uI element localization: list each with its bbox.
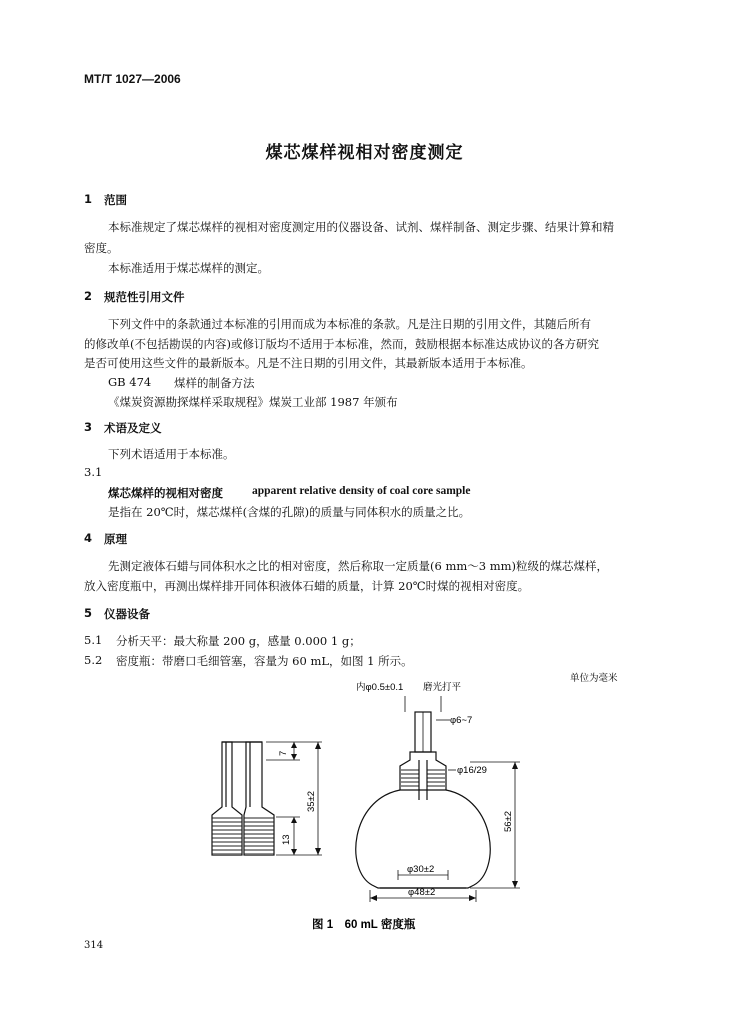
page-number: 314 xyxy=(84,940,104,951)
item-5-1-number: 5.1 xyxy=(84,633,103,647)
section-3-number: 3 xyxy=(84,420,93,434)
standard-code: MT/T 1027—2006 xyxy=(84,72,181,86)
section-1-heading: 范围 xyxy=(104,193,127,207)
section-3-intro: 下列术语适用于本标准。 xyxy=(108,447,235,461)
section-4-line1: 先测定液体石蜡与同体积水之比的相对密度，然后称取一定质量(6 mm～3 mm)粒级的煤芯煤样， xyxy=(108,559,609,573)
bottle-drawing xyxy=(356,696,520,902)
figure-caption: 图 1 60 mL 密度瓶 xyxy=(312,919,416,931)
reference-2: 《煤炭资源勘探煤样采取规程》煤炭工业部 1987 年颁布 xyxy=(108,395,398,409)
section-1-para-line1: 本标准规定了煤芯煤样的视相对密度测定用的仪器设备、试剂、煤样制备、测定步骤、结果计算和精 xyxy=(108,220,614,234)
dim-35-label: 35±2 xyxy=(306,790,317,812)
subsection-3-1-number: 3.1 xyxy=(84,465,103,479)
section-2-heading: 规范性引用文件 xyxy=(104,290,185,304)
section-2-para-line3: 是否可使用这些文件的最新版本。凡是不注日期的引用文件，其最新版本适用于本标准。 xyxy=(84,356,533,370)
section-5-number: 5 xyxy=(84,606,93,620)
density-bottle-figure xyxy=(0,660,729,950)
term-definition: 是指在 20℃时，煤芯煤样(含煤的孔隙)的质量与同体积水的质量之比。 xyxy=(108,505,471,519)
reference-1-title: 煤样的制备方法 xyxy=(174,376,255,390)
section-1-number: 1 xyxy=(84,192,93,206)
inner-diameter-label: 内φ0.5±0.1 xyxy=(356,682,404,693)
section-3-heading: 术语及定义 xyxy=(104,421,162,435)
section-5-heading: 仪器设备 xyxy=(104,607,150,621)
bottom-diameter-label: φ30±2 xyxy=(407,864,435,875)
item-5-2-number: 5.2 xyxy=(84,653,103,667)
section-2-number: 2 xyxy=(84,289,93,303)
polish-label: 磨光打平 xyxy=(423,682,462,693)
section-1-para2: 本标准适用于煤芯煤样的测定。 xyxy=(108,261,269,275)
dim-56-label: 56±2 xyxy=(503,810,514,832)
reference-1-code: GB 474 xyxy=(108,375,152,389)
dim-7-label: 7 xyxy=(278,750,289,756)
page-title: 煤芯煤样视相对密度测定 xyxy=(265,143,464,163)
item-5-2-text: 密度瓶：带磨口毛细管塞，容量为 60 mL，如图 1 所示。 xyxy=(116,654,413,668)
unit-note: 单位为毫米 xyxy=(570,673,618,684)
neck-diameter-label: φ6~7 xyxy=(450,715,473,726)
section-2-para-line2: 的修改单(不包括勘误的内容)或修订版均不适用于本标准，然而，鼓励根据本标准达成协议的各方研究 xyxy=(84,337,599,351)
section-4-number: 4 xyxy=(84,531,93,545)
term-english: apparent relative density of coal core sample xyxy=(252,485,471,497)
dim-13-label: 13 xyxy=(281,834,292,845)
bulb-diameter-label: φ48±2 xyxy=(408,887,436,898)
section-2-para-line1: 下列文件中的条款通过本标准的引用而成为本标准的条款。凡是注日期的引用文件，其随后所有 xyxy=(108,317,591,331)
item-5-1-text: 分析天平：最大称量 200 g，感量 0.000 1 g； xyxy=(116,634,361,648)
section-1-para-line2: 密度。 xyxy=(84,241,119,255)
term-chinese: 煤芯煤样的视相对密度 xyxy=(108,486,223,500)
section-4-heading: 原理 xyxy=(104,532,127,546)
ground-joint-label: φ16/29 xyxy=(457,765,487,776)
section-4-line2: 放入密度瓶中，再测出煤样排开同体积液体石蜡的质量，计算 20℃时煤的视相对密度。 xyxy=(84,579,530,593)
